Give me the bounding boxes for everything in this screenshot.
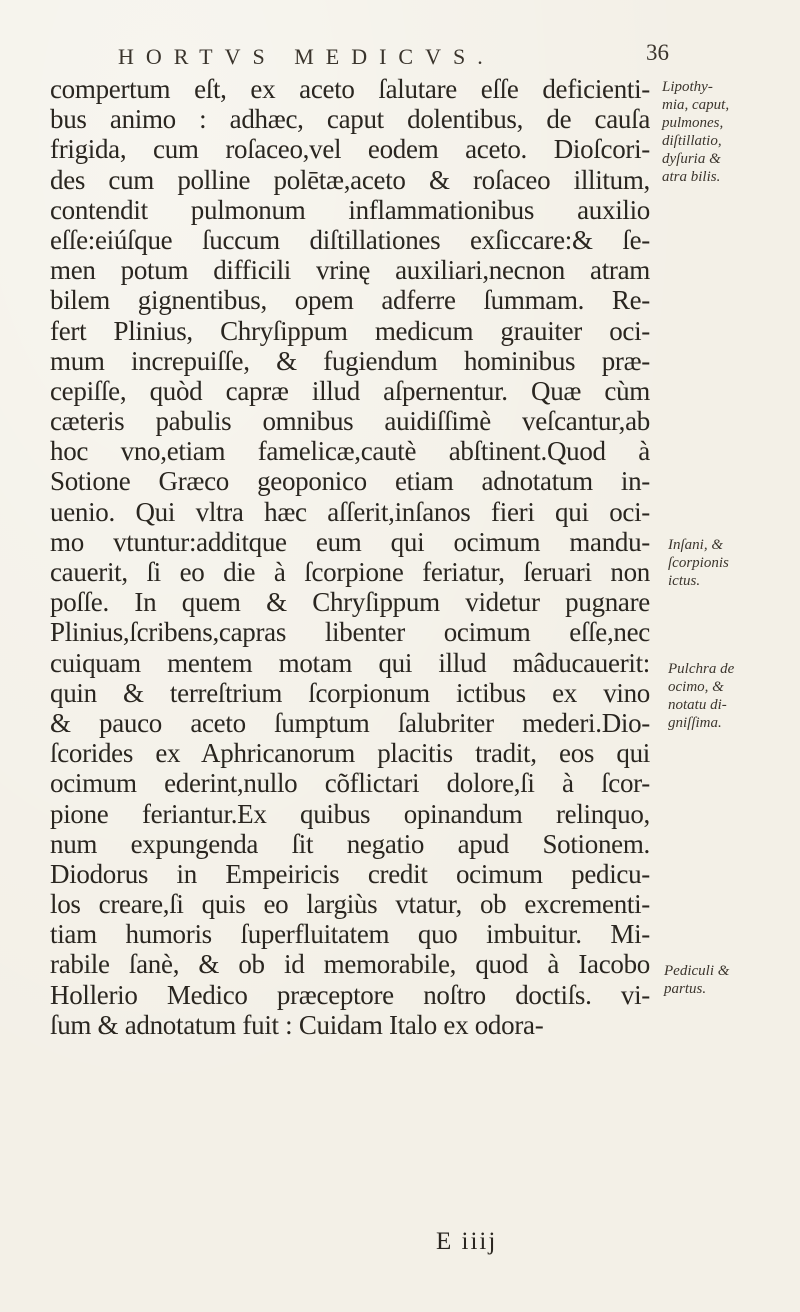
text-line: men potum difficili vrinę auxiliari,necnon atram bbox=[50, 255, 650, 286]
text-line: ſum & adnotatum fuit : Cuidam Italo ex odora- bbox=[50, 1009, 544, 1040]
text-line: uenio. Qui vltra hæc aſſerit,inſanos fieri qui oci- bbox=[50, 496, 650, 527]
marginal-note-line: ſcorpionis bbox=[668, 555, 729, 571]
marginal-note-line: pulmones, bbox=[662, 115, 724, 131]
signature-mark: E iiij bbox=[436, 1228, 498, 1255]
text-line: & pauco aceto ſumptum ſalubriter mederi.Dio- bbox=[50, 707, 650, 738]
marginal-note-pediculi bbox=[664, 962, 729, 998]
text-line: cepiſſe, quòd capræ illud aſpernentur. Quæ cùm bbox=[50, 375, 650, 406]
text-line: frigida, cum roſaceo,vel eodem aceto. Dioſcori- bbox=[50, 134, 650, 165]
page-number: 36 bbox=[646, 40, 669, 65]
marginal-note-line: gniſſima. bbox=[668, 715, 722, 731]
marginal-note-line: Pulchra de bbox=[668, 661, 735, 677]
text-line: num expungenda ſit negatio apud Sotionem. bbox=[50, 828, 650, 859]
text-line: pione feriantur.Ex quibus opinandum relinquo, bbox=[50, 798, 650, 829]
text-line: Sotione Græco geoponico etiam adnotatum in- bbox=[50, 466, 650, 497]
text-line: tiam humoris ſuperfluitatem quo imbuitur. Mi- bbox=[50, 919, 650, 950]
marginal-note-line: ocimo, & bbox=[668, 679, 724, 695]
marginal-note-line: Pediculi & bbox=[664, 963, 730, 979]
text-line: ſcorides ex Aphricanorum placitis tradit, eos qui bbox=[50, 738, 650, 769]
text-line: rabile ſanè, & ob id memorabile, quod à Iacobo bbox=[50, 949, 650, 980]
text-line: contendit pulmonum inflammationibus auxilio bbox=[50, 194, 650, 225]
text-line: bilem gignentibus, opem adferre ſummam. Re- bbox=[50, 285, 650, 316]
text-line: ocimum ederint,nullo cõflictari dolore,ſi à ſcor- bbox=[50, 768, 650, 799]
marginal-note-line: Lipothy- bbox=[662, 79, 713, 95]
text-line: Hollerio Medico præceptore noſtro doctiſs. vi- bbox=[50, 979, 650, 1010]
marginal-note-line: Inſani, & bbox=[668, 537, 723, 553]
text-line: Plinius,ſcribens,capras libenter ocimum eſſe,nec bbox=[50, 617, 650, 648]
marginal-note-line: diſtillatio, bbox=[662, 133, 722, 149]
text-line: Diodorus in Empeiricis credit ocimum pedicu- bbox=[50, 858, 650, 889]
marginal-note-line: partus. bbox=[664, 981, 707, 997]
text-line: cauerit, ſi eo die à ſcorpione feriatur, ſeruari non bbox=[50, 557, 650, 587]
text-line: des cum polline polētæ,aceto & roſaceo illitum, bbox=[50, 164, 650, 195]
text-line: quin & terreſtrium ſcorpionum ictibus ex vino bbox=[50, 677, 650, 708]
text-line: los creare,ſi quis eo largiùs vtatur, ob excrementi- bbox=[50, 889, 650, 920]
text-line: hoc vno,etiam famelicæ,cautè abſtinent.Quod à bbox=[50, 436, 650, 467]
marginal-note-line: atra bilis. bbox=[662, 169, 721, 185]
text-line: mo vtuntur:additque eum qui ocimum mandu- bbox=[50, 526, 650, 557]
marginal-note-insani bbox=[668, 536, 729, 590]
body-text bbox=[50, 74, 650, 1040]
text-line: cæteris pabulis omnibus auidiſſimè veſcantur,ab bbox=[50, 406, 650, 437]
text-line: cuiquam mentem motam qui illud mâducauerit: bbox=[50, 647, 650, 678]
text-line: bus animo : adhæc, caput dolentibus, de cauſa bbox=[50, 104, 650, 135]
running-title: HORTVS MEDICVS. bbox=[118, 44, 495, 69]
marginal-note-line: notatu di- bbox=[668, 697, 727, 713]
marginal-note-ocimo bbox=[668, 660, 734, 732]
text-line: eſſe:eiúſque ſuccum diſtillationes exſiccare:& ſe- bbox=[50, 224, 650, 255]
text-line: compertum eſt, ex aceto ſalutare eſſe deficienti- bbox=[50, 74, 650, 104]
marginal-note-line: mia, caput, bbox=[662, 97, 730, 113]
marginal-note-line: ictus. bbox=[668, 573, 701, 589]
text-line: mum increpuiſſe, & fugiendum hominibus præ- bbox=[50, 345, 650, 376]
marginal-note-lipothymia bbox=[662, 78, 729, 186]
text-line: poſſe. In quem & Chryſippum videtur pugnare bbox=[50, 587, 650, 618]
text-line: fert Plinius, Chryſippum medicum grauiter oci- bbox=[50, 315, 650, 346]
marginal-note-line: dyſuria & bbox=[662, 151, 721, 167]
